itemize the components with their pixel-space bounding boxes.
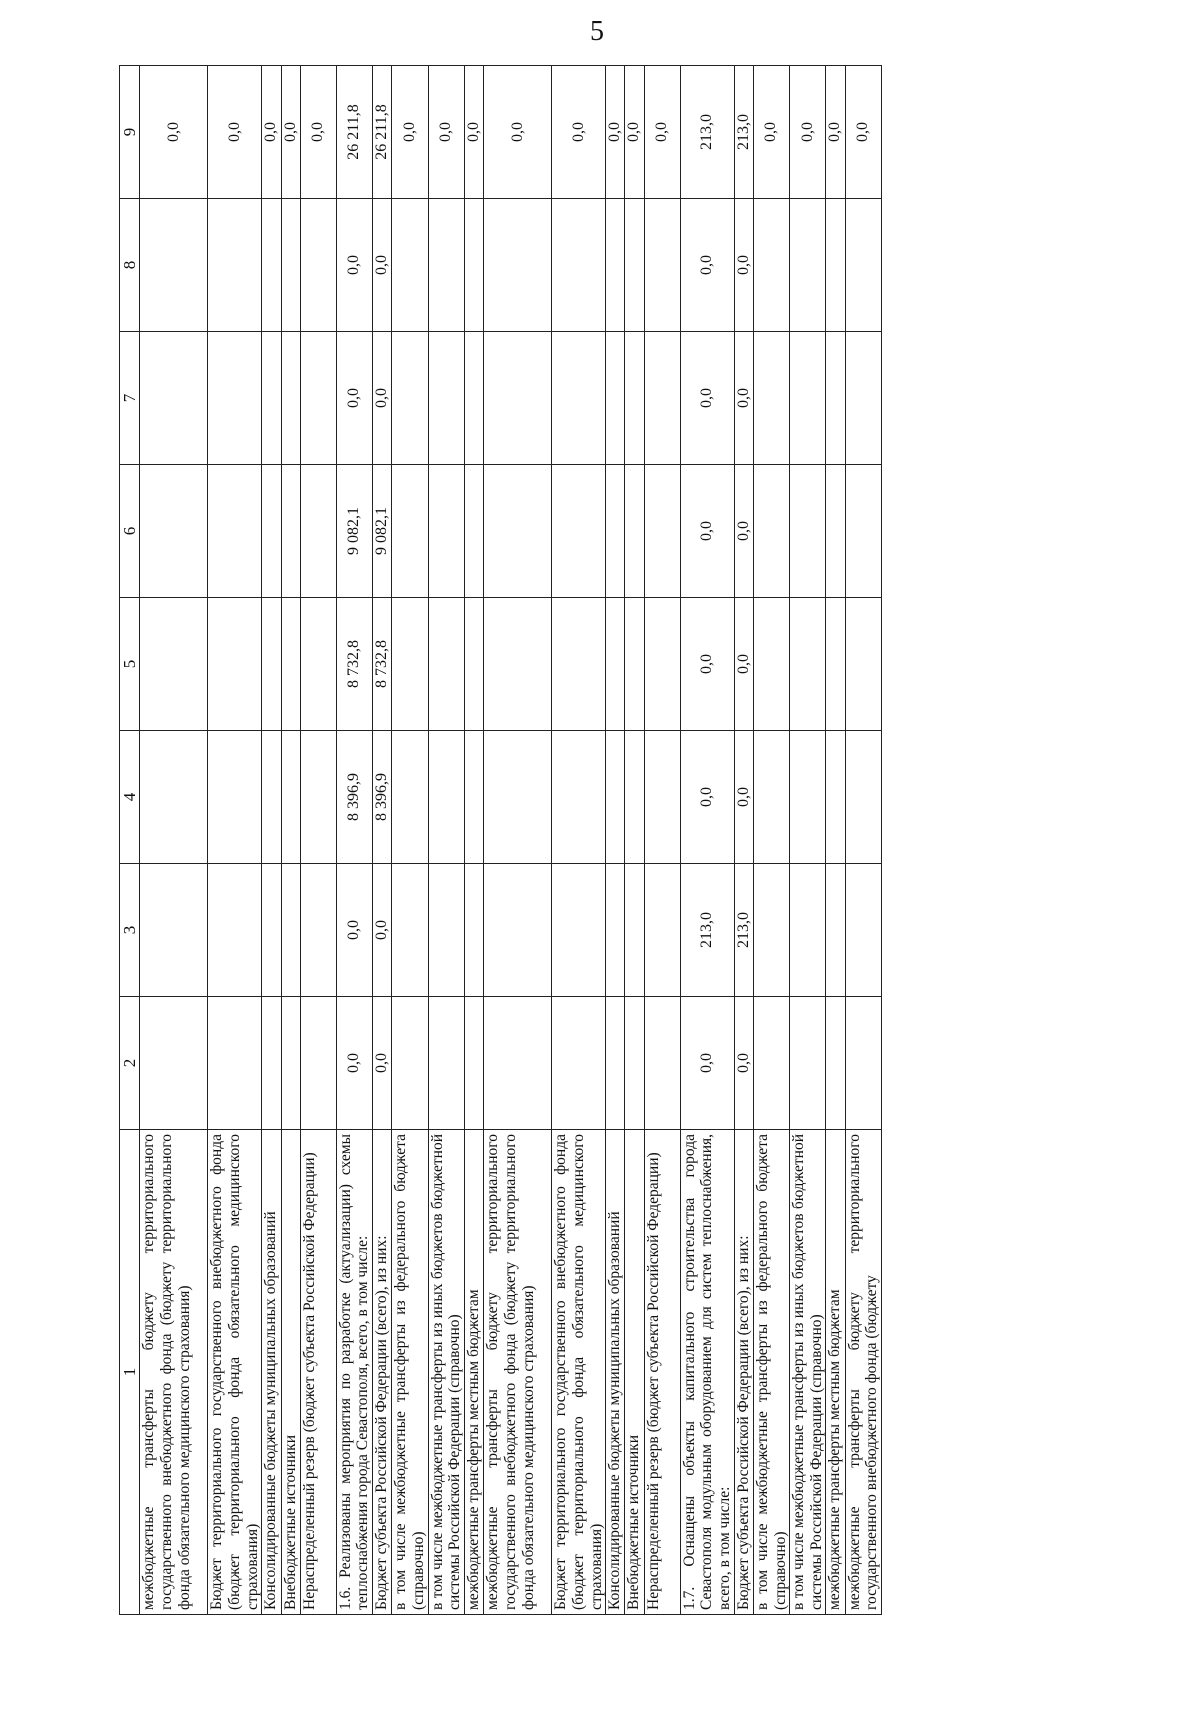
- value-cell: [826, 997, 845, 1130]
- table-row: [753, 66, 789, 1615]
- row-label: Бюджет субъекта Российской Федерации (всего), из них:: [373, 1130, 392, 1615]
- value-cell: [464, 997, 483, 1130]
- value-cell: [552, 465, 606, 598]
- value-cell: 0,0: [680, 598, 734, 731]
- value-cell: [625, 731, 644, 864]
- value-cell: [262, 199, 281, 332]
- value-cell: [845, 997, 881, 1130]
- value-cell: 213,0: [734, 66, 753, 199]
- value-cell: [826, 332, 845, 465]
- table-row: [606, 66, 625, 1615]
- value-cell: [644, 199, 680, 332]
- value-cell: 0,0: [281, 66, 300, 199]
- value-cell: [281, 465, 300, 598]
- value-cell: [281, 731, 300, 864]
- value-cell: [753, 731, 789, 864]
- value-cell: 8 732,8: [336, 598, 372, 731]
- value-cell: 0,0: [336, 997, 372, 1130]
- value-cell: [484, 731, 552, 864]
- table-row: [484, 66, 552, 1615]
- value-cell: [845, 465, 881, 598]
- value-cell: 0,0: [373, 997, 392, 1130]
- table-row: [300, 66, 336, 1615]
- value-cell: [644, 465, 680, 598]
- value-cell: [281, 598, 300, 731]
- value-cell: [845, 598, 881, 731]
- value-cell: [606, 199, 625, 332]
- value-cell: [644, 598, 680, 731]
- value-cell: 0,0: [680, 731, 734, 864]
- value-cell: [428, 864, 464, 997]
- value-cell: [644, 864, 680, 997]
- value-cell: 0,0: [734, 598, 753, 731]
- value-cell: [464, 598, 483, 731]
- value-cell: [606, 332, 625, 465]
- value-cell: [790, 465, 826, 598]
- value-cell: 9 082,1: [336, 465, 372, 598]
- value-cell: [464, 332, 483, 465]
- table-body: [140, 66, 882, 1615]
- value-cell: [262, 332, 281, 465]
- value-cell: [428, 199, 464, 332]
- value-cell: 0,0: [552, 66, 606, 199]
- row-label: в том числе межбюджетные трансферты из федерального бюджета (справочно): [753, 1130, 789, 1615]
- value-cell: [140, 598, 208, 731]
- column-header: 5: [120, 598, 140, 731]
- value-cell: [428, 465, 464, 598]
- table-row: [336, 66, 372, 1615]
- row-label: Бюджет субъекта Российской Федерации (всего), из них:: [734, 1130, 753, 1615]
- value-cell: [392, 598, 428, 731]
- value-cell: [826, 598, 845, 731]
- value-cell: 0,0: [845, 66, 881, 199]
- value-cell: [484, 598, 552, 731]
- value-cell: 0,0: [373, 332, 392, 465]
- value-cell: [753, 199, 789, 332]
- value-cell: [392, 332, 428, 465]
- value-cell: [552, 199, 606, 332]
- value-cell: [464, 199, 483, 332]
- value-cell: 0,0: [734, 332, 753, 465]
- value-cell: [300, 465, 336, 598]
- value-cell: 0,0: [336, 332, 372, 465]
- value-cell: 0,0: [373, 199, 392, 332]
- value-cell: [281, 864, 300, 997]
- value-cell: [208, 864, 262, 997]
- value-cell: [464, 465, 483, 598]
- value-cell: 0,0: [208, 66, 262, 199]
- value-cell: [845, 199, 881, 332]
- row-label: 1.7. Оснащены объекты капитального строительства города Севастополя модульным оборудованием для систем теплоснабжения, всего, в том числе:: [680, 1130, 734, 1615]
- value-cell: [625, 199, 644, 332]
- table-row: [373, 66, 392, 1615]
- row-label: Бюджет территориального государственного внебюджетного фонда (бюджет территориального фонда обязательного медицинского страхования): [208, 1130, 262, 1615]
- value-cell: 0,0: [680, 199, 734, 332]
- table-row: [734, 66, 753, 1615]
- value-cell: 0,0: [734, 465, 753, 598]
- value-cell: [552, 332, 606, 465]
- value-cell: [262, 997, 281, 1130]
- column-header: 6: [120, 465, 140, 598]
- value-cell: [606, 465, 625, 598]
- row-label: межбюджетные трансферты местным бюджетам: [826, 1130, 845, 1615]
- column-header: 4: [120, 731, 140, 864]
- value-cell: 8 396,9: [373, 731, 392, 864]
- table-row: [625, 66, 644, 1615]
- value-cell: [484, 997, 552, 1130]
- value-cell: 9 082,1: [373, 465, 392, 598]
- value-cell: [281, 199, 300, 332]
- rotated-table-container: [119, 65, 1068, 1615]
- table-row: [826, 66, 845, 1615]
- row-label: в том числе межбюджетные трансферты из иных бюджетов бюджетной системы Российской Федерации (справочно): [790, 1130, 826, 1615]
- value-cell: 0,0: [373, 864, 392, 997]
- value-cell: [300, 598, 336, 731]
- value-cell: 0,0: [262, 66, 281, 199]
- value-cell: [208, 465, 262, 598]
- value-cell: [644, 332, 680, 465]
- value-cell: [790, 731, 826, 864]
- table-row: [845, 66, 881, 1615]
- value-cell: [208, 199, 262, 332]
- value-cell: [300, 997, 336, 1130]
- value-cell: [606, 864, 625, 997]
- row-label: Внебюджетные источники: [625, 1130, 644, 1615]
- row-label: Нераспределенный резерв (бюджет субъекта Российской Федерации): [644, 1130, 680, 1615]
- value-cell: [845, 332, 881, 465]
- value-cell: [262, 465, 281, 598]
- value-cell: [552, 864, 606, 997]
- table-row: [680, 66, 734, 1615]
- budget-table: [119, 65, 882, 1615]
- value-cell: 0,0: [790, 66, 826, 199]
- value-cell: [625, 598, 644, 731]
- value-cell: [300, 199, 336, 332]
- table-row: [392, 66, 428, 1615]
- value-cell: [428, 332, 464, 465]
- value-cell: [392, 465, 428, 598]
- column-header: 1: [120, 1130, 140, 1615]
- value-cell: [464, 864, 483, 997]
- value-cell: 0,0: [625, 66, 644, 199]
- value-cell: [428, 997, 464, 1130]
- row-label: Внебюджетные источники: [281, 1130, 300, 1615]
- value-cell: [140, 864, 208, 997]
- value-cell: [552, 598, 606, 731]
- value-cell: 26 211,8: [373, 66, 392, 199]
- column-header: 8: [120, 199, 140, 332]
- row-label: межбюджетные трансферты бюджету территориального государственного внебюджетного фонда (бюджету территориального фонда обязательного медицинского страхования): [484, 1130, 552, 1615]
- value-cell: [790, 997, 826, 1130]
- column-header: 3: [120, 864, 140, 997]
- value-cell: [140, 731, 208, 864]
- column-header: 7: [120, 332, 140, 465]
- value-cell: [625, 465, 644, 598]
- value-cell: 0,0: [826, 66, 845, 199]
- row-label: Консолидированные бюджеты муниципальных образований: [606, 1130, 625, 1615]
- value-cell: [392, 731, 428, 864]
- row-label: межбюджетные трансферты местным бюджетам: [464, 1130, 483, 1615]
- value-cell: 0,0: [140, 66, 208, 199]
- value-cell: 0,0: [734, 731, 753, 864]
- column-header: 9: [120, 66, 140, 199]
- value-cell: [826, 465, 845, 598]
- value-cell: [300, 731, 336, 864]
- value-cell: [790, 332, 826, 465]
- row-label: 1.6. Реализованы мероприятия по разработке (актуализации) схемы теплоснабжения города Севастополя, всего, в том числе:: [336, 1130, 372, 1615]
- value-cell: 213,0: [680, 864, 734, 997]
- value-cell: [140, 465, 208, 598]
- table-row: [790, 66, 826, 1615]
- table-row: [644, 66, 680, 1615]
- value-cell: [484, 199, 552, 332]
- row-label: Консолидированные бюджеты муниципальных образований: [262, 1130, 281, 1615]
- value-cell: [262, 731, 281, 864]
- value-cell: [428, 731, 464, 864]
- value-cell: 26 211,8: [336, 66, 372, 199]
- value-cell: 0,0: [606, 66, 625, 199]
- value-cell: [262, 864, 281, 997]
- value-cell: 0,0: [336, 199, 372, 332]
- value-cell: [281, 997, 300, 1130]
- value-cell: [262, 598, 281, 731]
- value-cell: [484, 332, 552, 465]
- value-cell: [484, 864, 552, 997]
- value-cell: [826, 199, 845, 332]
- value-cell: [753, 332, 789, 465]
- value-cell: [208, 731, 262, 864]
- value-cell: 0,0: [484, 66, 552, 199]
- value-cell: [428, 598, 464, 731]
- value-cell: [790, 864, 826, 997]
- value-cell: [464, 731, 483, 864]
- value-cell: [644, 731, 680, 864]
- value-cell: 8 732,8: [373, 598, 392, 731]
- value-cell: 0,0: [680, 332, 734, 465]
- value-cell: 0,0: [734, 997, 753, 1130]
- value-cell: 0,0: [392, 66, 428, 199]
- value-cell: [644, 997, 680, 1130]
- row-label: в том числе межбюджетные трансферты из федерального бюджета (справочно): [392, 1130, 428, 1615]
- value-cell: [753, 598, 789, 731]
- table-row: [262, 66, 281, 1615]
- row-label: Бюджет территориального государственного внебюджетного фонда (бюджет территориального фонда обязательного медицинского страхования): [552, 1130, 606, 1615]
- value-cell: [392, 997, 428, 1130]
- table-row: [552, 66, 606, 1615]
- value-cell: [140, 997, 208, 1130]
- value-cell: [552, 731, 606, 864]
- value-cell: 0,0: [680, 997, 734, 1130]
- value-cell: [845, 864, 881, 997]
- value-cell: 0,0: [464, 66, 483, 199]
- value-cell: 0,0: [644, 66, 680, 199]
- page-number: 5: [590, 16, 604, 47]
- value-cell: [845, 731, 881, 864]
- value-cell: [140, 332, 208, 465]
- value-cell: [826, 864, 845, 997]
- value-cell: [484, 465, 552, 598]
- table-row: [140, 66, 208, 1615]
- value-cell: [392, 864, 428, 997]
- value-cell: [392, 199, 428, 332]
- value-cell: [208, 598, 262, 731]
- table-wrapper: [119, 65, 1068, 1615]
- table-header-row: [120, 66, 140, 1615]
- value-cell: [552, 997, 606, 1130]
- value-cell: 8 396,9: [336, 731, 372, 864]
- row-label: межбюджетные трансферты бюджету территориального государственного внебюджетного фонда (бюджету территориального фонда обязательного медицинского страхования): [140, 1130, 208, 1615]
- column-header: 2: [120, 997, 140, 1130]
- value-cell: [300, 864, 336, 997]
- value-cell: [753, 864, 789, 997]
- value-cell: [300, 332, 336, 465]
- table-row: [428, 66, 464, 1615]
- value-cell: [208, 332, 262, 465]
- value-cell: [753, 465, 789, 598]
- value-cell: [790, 598, 826, 731]
- value-cell: 0,0: [753, 66, 789, 199]
- row-label: Нераспределенный резерв (бюджет субъекта Российской Федерации): [300, 1130, 336, 1615]
- value-cell: 0,0: [300, 66, 336, 199]
- table-row: [281, 66, 300, 1615]
- table-row: [464, 66, 483, 1615]
- value-cell: 0,0: [336, 864, 372, 997]
- row-label: межбюджетные трансферты бюджету территориального государственного внебюджетного фонда (бюджету: [845, 1130, 881, 1615]
- value-cell: [790, 199, 826, 332]
- value-cell: [140, 199, 208, 332]
- value-cell: 0,0: [680, 465, 734, 598]
- value-cell: [208, 997, 262, 1130]
- value-cell: 0,0: [734, 199, 753, 332]
- value-cell: 213,0: [734, 864, 753, 997]
- value-cell: [753, 997, 789, 1130]
- value-cell: [625, 997, 644, 1130]
- value-cell: [606, 598, 625, 731]
- table-row: [208, 66, 262, 1615]
- value-cell: [625, 864, 644, 997]
- value-cell: 213,0: [680, 66, 734, 199]
- value-cell: [606, 731, 625, 864]
- value-cell: 0,0: [428, 66, 464, 199]
- value-cell: [625, 332, 644, 465]
- value-cell: [281, 332, 300, 465]
- value-cell: [826, 731, 845, 864]
- row-label: в том числе межбюджетные трансферты из иных бюджетов бюджетной системы Российской Федерации (справочно): [428, 1130, 464, 1615]
- value-cell: [606, 997, 625, 1130]
